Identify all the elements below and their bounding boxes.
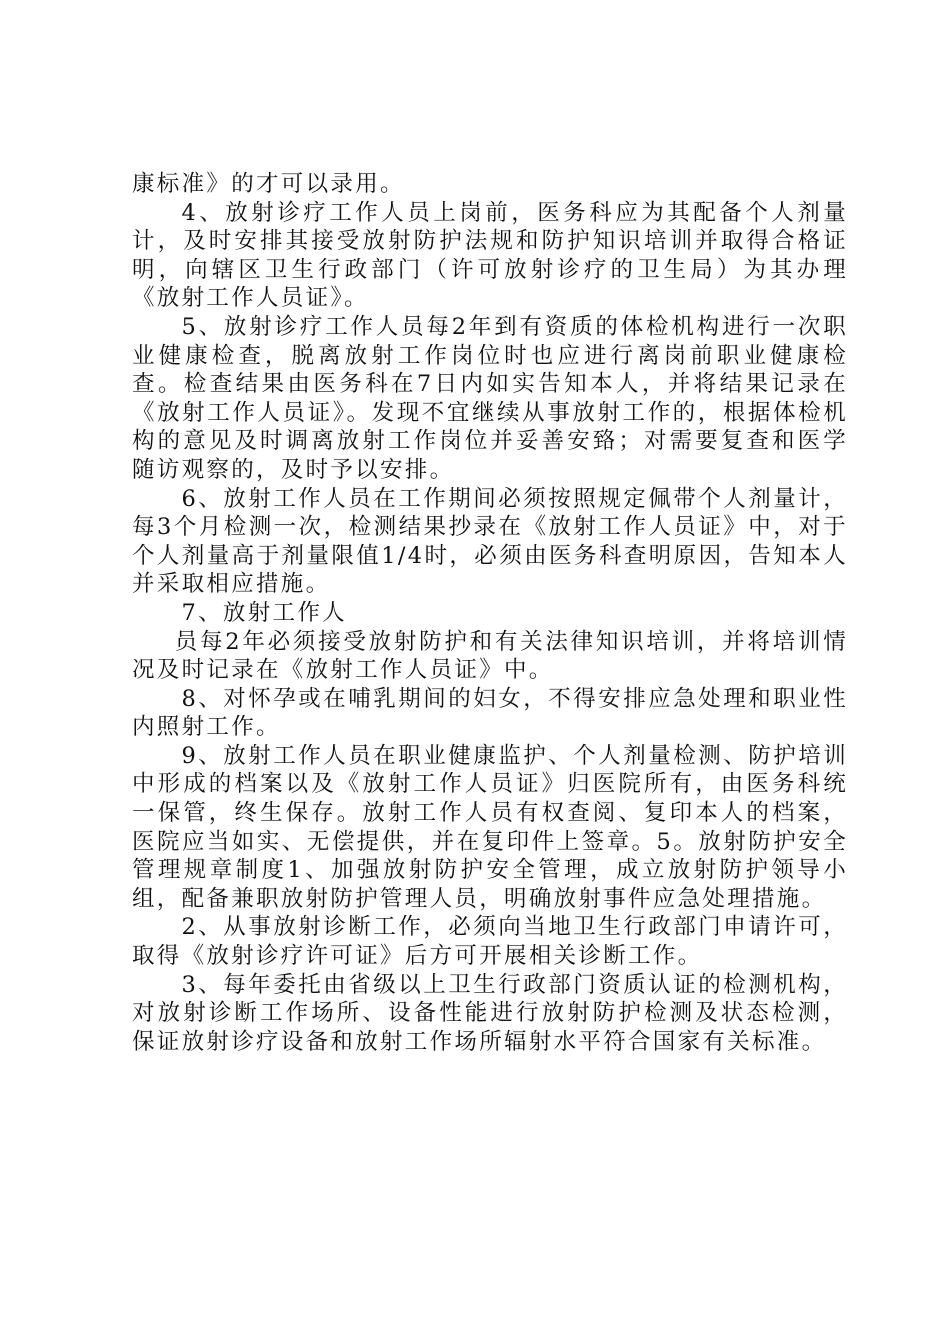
paragraph-item-5: 5、放射诊疗工作人员每2年到有资质的体检机构进行一次职业健康检查，脱离放射工作岗位时也应进行离岗前职业健康检查。检查结果由医务科在7日内如实告知本人，并将结果记录在《放射工作人员证》。发现不宜继续从事放射工作的，根据体检机构的意见及时调离放射工作岗位并妥善安臵；对需要复查和医学随访观察的，及时予以安排。 (132, 313, 848, 483)
document-body (132, 170, 848, 1056)
paragraph-item-9: 9、放射工作人员在职业健康监护、个人剂量检测、防护培训中形成的档案以及《放射工作人员证》归医院所有，由医务科统一保管，终生保存。放射工作人员有权查阅、复印本人的档案，医院应当如实、无偿提供，并在复印件上签章。5。放射防护安全管理规章制度1、加强放射防护安全管理，成立放射防护领导小组，配备兼职放射防护管理人员，明确放射事件应急处理措施。 (132, 742, 848, 912)
paragraph-item-6: 6、放射工作人员在工作期间必须按照规定佩带个人剂量计，每3个月检测一次，检测结果抄录在《放射工作人员证》中，对于个人剂量高于剂量限值1/4时，必须由医务科查明原因，告知本人并采取相应措施。 (132, 485, 848, 598)
paragraph-rule-2: 2、从事放射诊断工作，必须向当地卫生行政部门申请许可，取得《放射诊疗许可证》后方可开展相关诊断工作。 (132, 914, 848, 970)
paragraph-item-7: 7、放射工作人 (181, 599, 347, 626)
paragraph-continued: 康标准》的才可以录用。 (132, 171, 405, 197)
paragraph-item-7-continued: 员每2年必须接受放射防护和有关法律知识培训，并将培训情况及时记录在《放射工作人员证》中。 (132, 628, 848, 684)
paragraph-item-4: 4、放射诊疗工作人员上岗前，医务科应为其配备个人剂量计，及时安排其接受放射防护法规和防护知识培训并取得合格证明，向辖区卫生行政部门（许可放射诊疗的卫生局）为其办理《放射工作人员证》。 (132, 199, 848, 312)
paragraph-item-8: 8、对怀孕或在哺乳期间的妇女，不得安排应急处理和职业性内照射工作。 (132, 685, 848, 741)
paragraph-rule-3: 3、每年委托由省级以上卫生行政部门资质认证的检测机构，对放射诊断工作场所、设备性能进行放射防护检测及状态检测，保证放射诊疗设备和放射工作场所辐射水平符合国家有关标准。 (132, 971, 848, 1055)
